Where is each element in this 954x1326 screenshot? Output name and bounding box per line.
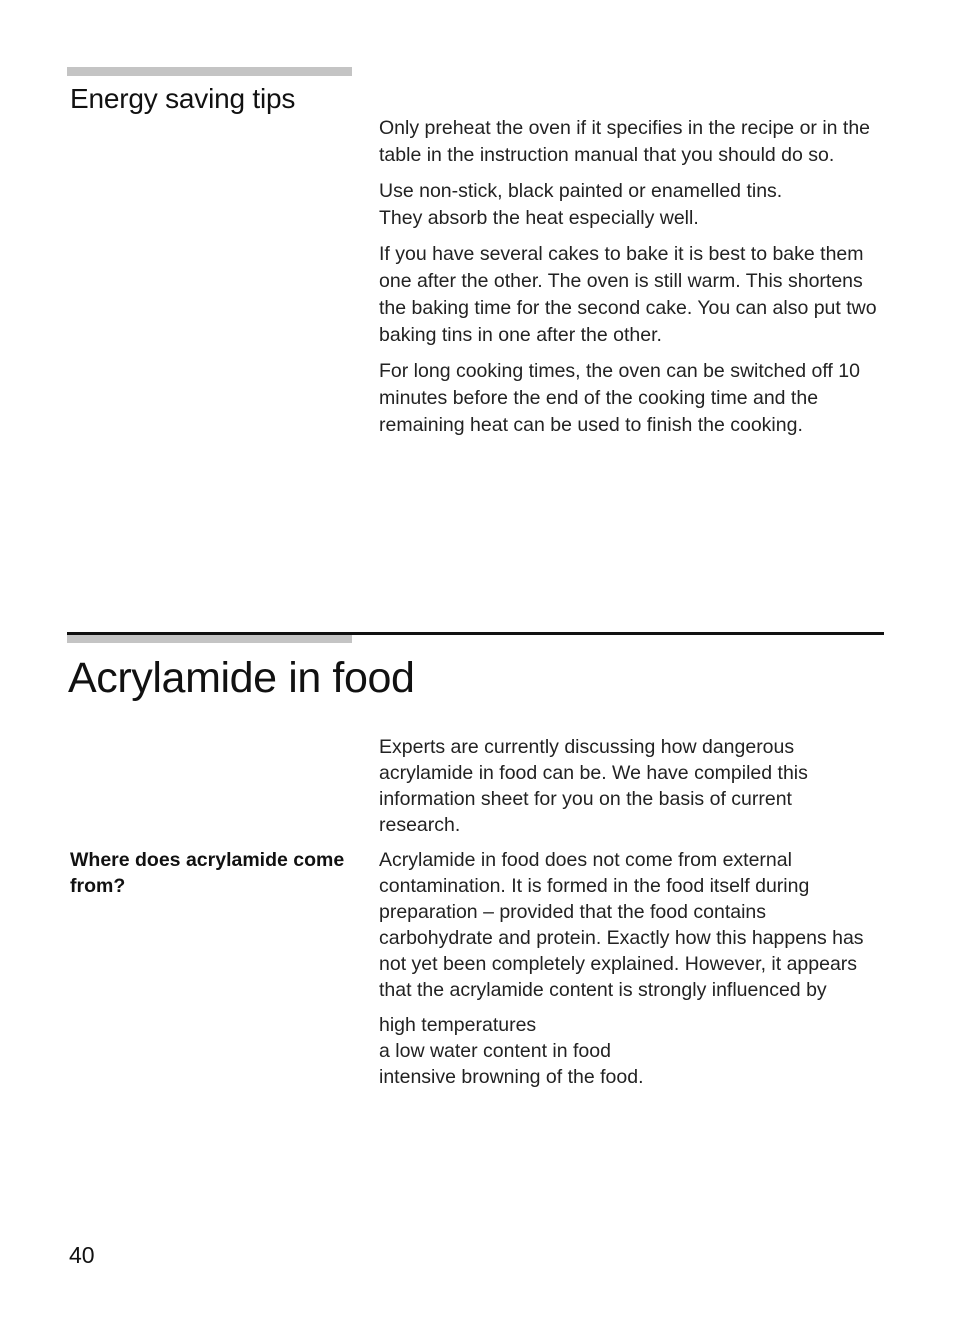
list-item: intensive browning of the food. xyxy=(379,1066,644,1088)
energy-saving-heading: Energy saving tips xyxy=(70,83,296,114)
list-item: a low water content in food xyxy=(379,1040,611,1062)
section-bar-energy xyxy=(67,67,352,76)
energy-tip-paragraph: Only preheat the oven if it specifies in the recipe or in the table in the instruction manual that you should do so. xyxy=(379,117,871,166)
factor-list xyxy=(379,1012,884,1090)
acrylamide-heading: Acrylamide in food xyxy=(68,654,415,702)
energy-tip-paragraph: If you have several cakes to bake it is best to bake them one after the other. The oven is still warm. This shortens the baking time for the second cake. You can also put two baking tins in one after the other. xyxy=(379,243,877,346)
energy-tip-paragraph: For long cooking times, the oven can be switched off 10 minutes before the end of the cooking time and the remaining heat can be used to finish the cooking. xyxy=(379,360,860,436)
energy-tip-paragraph: Use non-stick, black painted or enamelled tins. They absorb the heat especially well. xyxy=(379,180,783,229)
origin-label: Where does acrylamide come from? xyxy=(70,849,345,897)
acrylamide-intro-block xyxy=(379,734,869,838)
acrylamide-intro: Experts are currently discussing how dangerous acrylamide in food can be. We have compiled this information sheet for you on the basis of current research. xyxy=(379,736,808,836)
origin-text: Acrylamide in food does not come from external contamination. It is formed in the food itself during preparation – provided that the food contains carbohydrate and protein. Exactly how this happens has not yet been completely explained. However, it appears that the acrylamide content is strongly influenced by xyxy=(379,849,864,1001)
page-number: 40 xyxy=(69,1242,95,1268)
energy-saving-body xyxy=(379,115,884,439)
section-bar-acrylamide xyxy=(67,635,352,643)
acrylamide-origin-block xyxy=(379,847,884,1090)
list-item: high temperatures xyxy=(379,1014,537,1036)
